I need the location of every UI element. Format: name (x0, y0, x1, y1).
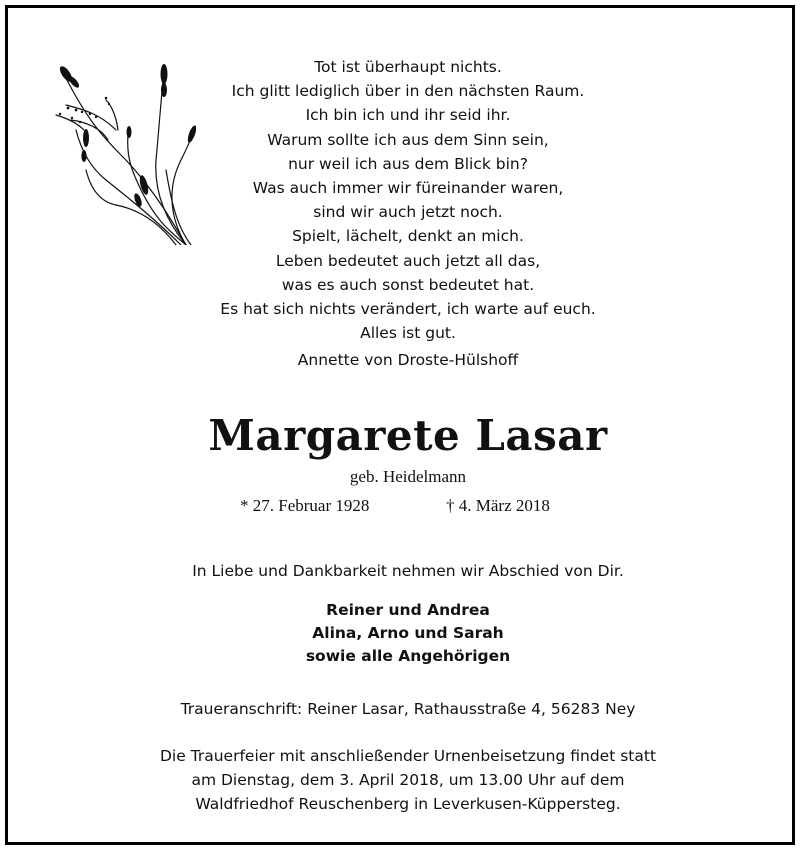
mourner-line: Alina, Arno und Sarah (312, 624, 504, 642)
poem-line: Leben bedeutet auch jetzt all das, (275, 251, 541, 270)
death-date: † 4. März 2018 (446, 496, 550, 515)
poem-line: nur weil ich aus dem Blick bin? (288, 154, 528, 173)
poem-line: Alles ist gut. (360, 324, 456, 343)
funeral-line: Waldfriedhof Reuschenberg in Leverkusen-Küppersteg. (195, 795, 621, 813)
mourner-line: Reiner und Andrea (326, 601, 490, 619)
poem-line: Es hat sich nichts verändert, ich warte auf euch. (220, 300, 596, 319)
wheat-grain-icon (46, 60, 196, 245)
farewell-text: In Liebe und Dankbarkeit nehmen wir Abschied von Dir. (192, 562, 624, 580)
poem-line: was es auch sonst bedeutet hat. (281, 275, 535, 294)
poem-line: Spielt, lächelt, denkt an mich. (292, 227, 524, 246)
funeral-line: am Dienstag, dem 3. April 2018, um 13.00 Uhr auf dem (191, 771, 625, 789)
poem-line: Was auch immer wir füreinander waren, (252, 179, 564, 198)
birth-date: * 27. Februar 1928 (240, 496, 370, 515)
mourners-list (208, 599, 608, 668)
funeral-info (88, 744, 728, 816)
mourner-line: sowie alle Angehörigen (305, 647, 511, 665)
poem-line: sind wir auch jetzt noch. (313, 203, 503, 222)
obituary-frame (5, 5, 795, 845)
deceased-name: Margarete Lasar (208, 411, 608, 460)
poem-line: Warum sollte ich aus dem Sinn sein, (267, 130, 549, 149)
mourning-address: Traueranschrift: Reiner Lasar, Rathausstraße 4, 56283 Ney (180, 700, 636, 718)
poem-line: Ich bin ich und ihr seid ihr. (305, 106, 511, 125)
maiden-name: geb. Heidelmann (349, 467, 467, 486)
funeral-line: Die Trauerfeier mit anschließender Urnenbeisetzung findet statt (159, 747, 657, 765)
poem-line: Tot ist überhaupt nichts. (314, 58, 502, 76)
poem-line: Ich glitt lediglich über in den nächsten Raum. (231, 82, 585, 101)
poem-author: Annette von Droste-Hülshoff (297, 351, 519, 369)
poem (188, 55, 628, 345)
